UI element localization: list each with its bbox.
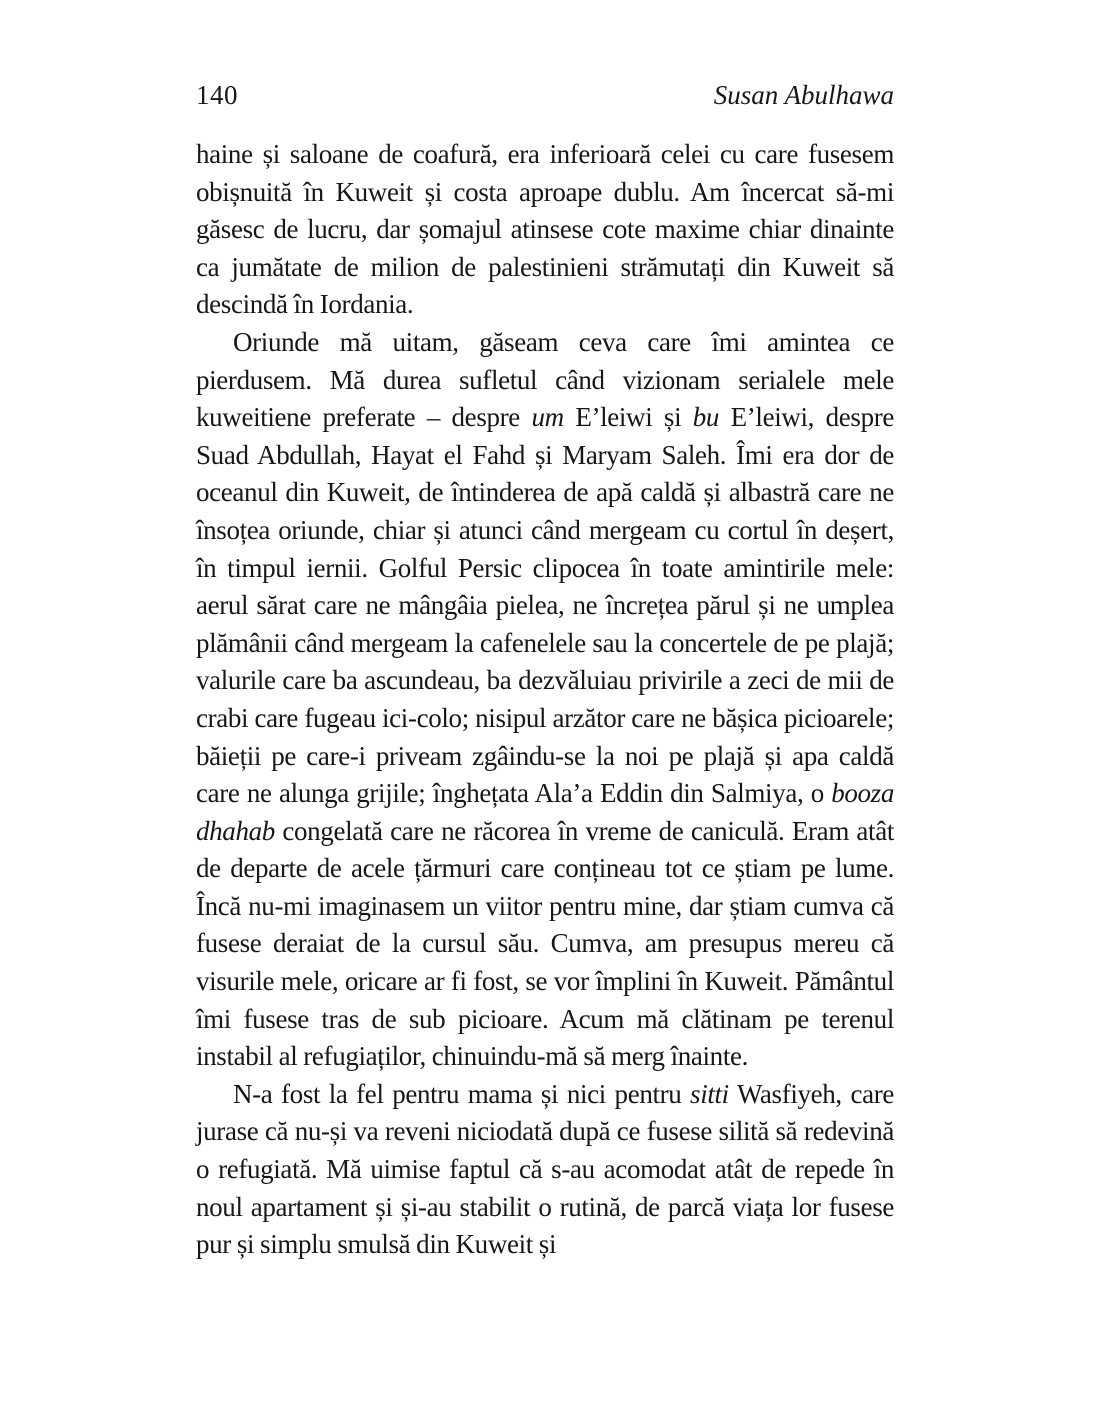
text-run: E’leiwi, despre Suad Abdullah, Hayat el Fahd și Maryam Saleh. Îmi era dor de oceanul din Kuweit, de întinderea de apă caldă și albastră care ne însoțea oriunde, chiar și atunci când mergeam cu cortul în deșert, în timpul iernii. Golful Persic clipocea în toate amintirile mele: aerul sărat care ne mângâia pielea, ne încrețea părul și ne umplea plămânii când mergeam la cafenelele sau la concertele de pe plajă; valurile care ba ascundeau, ba dezvăluiau privirile a zeci de mii de crabi care fugeau ici-colo; nisipul arzător care ne bășica picioarele; băieții pe care-i priveam zgâindu-se la noi pe plajă și apa caldă care ne alunga grijile; înghețata Ala’a Eddin din Salmiya, o <box>196 402 894 809</box>
page-number: 140 <box>196 80 238 110</box>
paragraph <box>196 324 894 1076</box>
text-run: E’leiwi și <box>563 402 693 433</box>
author-name: Susan Abulhawa <box>713 80 894 110</box>
italic-run: bu <box>692 402 720 433</box>
paragraph <box>196 136 894 324</box>
italic-run: um <box>531 402 564 433</box>
text-run: haine și saloane de coafură, era inferioară celei cu care fusesem obișnuită în Kuweit și costa aproape dublu. Am încercat să-mi găsesc de lucru, dar șomajul atinsese cote maxime chiar dinainte ca jumătate de milion de palestinieni strămutați din Kuweit să descindă în Iordania. <box>196 139 894 320</box>
text-run: congelată care ne răcorea în vreme de caniculă. Eram atât de departe de acele țărmuri care conțineau tot ce știam pe lume. Încă nu-mi imaginasem un viitor pentru mine, dar știam cumva că fusese deraiat de la cursul său. Cumva, am presupus mereu că visurile mele, oricare ar fi fost, se vor împlini în Kuweit. Pământul îmi fusese tras de sub picioare. Acum mă clătinam pe terenul instabil al refugiaților, chinuindu-mă să merg înainte. <box>196 815 894 1072</box>
page-header <box>196 80 894 110</box>
italic-run: booza dhahab <box>196 778 894 846</box>
paragraph <box>196 1076 894 1264</box>
text-run: Oriunde mă uitam, găseam ceva care îmi amintea ce pierdusem. Mă durea sufletul când vizionam serialele mele kuweitiene preferate – despre <box>196 326 894 433</box>
text-run: Wasfiyeh, care jurase că nu-și va reveni niciodată după ce fusese silită să redevină o refugiată. Mă uimise faptul că s-au acomodat atât de repede în noul apartament și și-au stabilit o rutină, de parcă viața lor fusese pur și simplu smulsă din Kuweit și <box>196 1078 894 1260</box>
italic-run: sitti <box>690 1078 729 1109</box>
text-block <box>196 136 894 1264</box>
text-run: N-a fost la fel pentru mama și nici pentru <box>233 1078 691 1109</box>
